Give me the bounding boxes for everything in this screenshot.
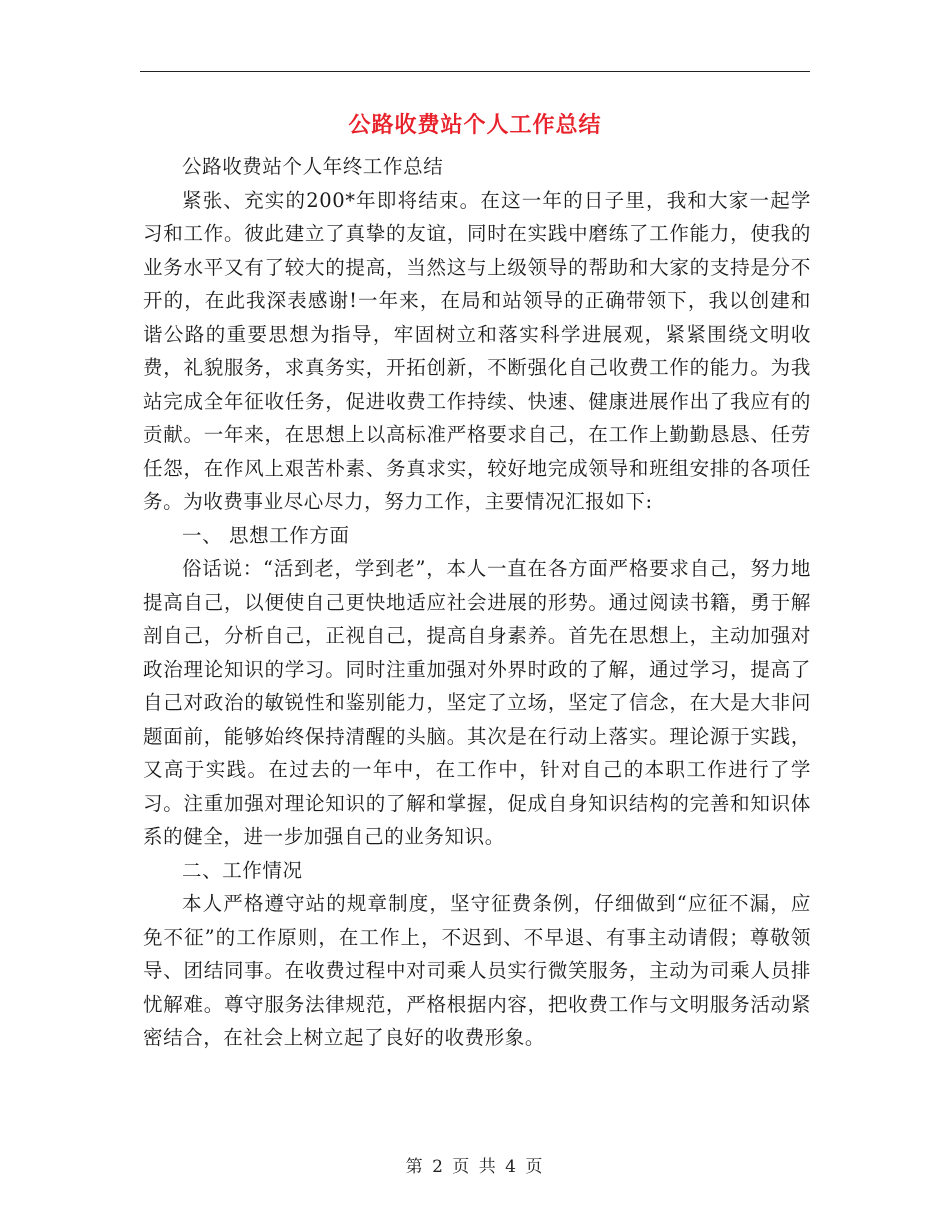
thought-paragraph: 俗话说：“活到老，学到老”，本人一直在各方面严格要求自己，努力地提高自己，以便使自己更快地适应社会进展的形势。通过阅读书籍，勇于解剖自己，分析自己，正视自己，提高自身素养。首先在思想上，主动加强对政治理论知识的学习。同时注重加强对外界时政的了解，通过学习，提高了自己对政治的敏锐性和鉴别能力，坚定了立场，坚定了信念，在大是大非问题面前，能够始终保持清醒的头脑。其次是在行动上落实。理论源于实践，又高于实践。在过去的一年中，在工作中，针对自己的本职工作进行了学习。注重加强对理论知识的了解和掌握，促成自身知识结构的完善和知识体系的健全，进一步加强自己的业务知识。 [143,557,811,848]
document-body [143,150,811,1055]
work-paragraph: 本人严格遵守站的规章制度，坚守征费条例，仔细做到“应征不漏，应免不征”的工作原则，在工作上，不迟到、不早退、有事主动请假；尊敬领导、团结同事。在收费过程中对司乘人员实行微笑服务，主动为司乘人员排忧解难。尊守服务法律规范，严格根据内容，把收费工作与文明服务活动紧密结合，在社会上树立起了良好的收费形象。 [143,892,811,1049]
document-title: 公路收费站个人工作总结 [348,112,602,138]
subtitle-paragraph: 公路收费站个人年终工作总结 [182,155,444,178]
section-heading-work: 二、工作情况 [182,858,303,882]
section-heading-thought: 一、 思想工作方面 [182,523,350,547]
header-rule [140,71,810,72]
page-number: 第 2 页 共 4 页 [405,1157,545,1177]
intro-paragraph: 紧张、充实的200*年即将结束。在这一年的日子里，我和大家一起学习和工作。彼此建立了真挚的友谊，同时在实践中磨练了工作能力，使我的业务水平又有了较大的提高，当然这与上级领导的帮助和大家的支持是分不开的，在此我深表感谢!一年来，在局和站领导的正确带领下，我以创建和谐公路的重要思想为指导，牢固树立和落实科学进展观，紧紧围绕文明收费，礼貌服务，求真务实，开拓创新，不断强化自己收费工作的能力。为我站完成全年征收任务，促进收费工作持续、快速、健康进展作出了我应有的贡献。一年来，在思想上以高标准严格要求自己，在工作上勤勤恳恳、任劳任怨，在作风上艰苦朴素、务真求实，较好地完成领导和班组安排的各项任务。为收费事业尽心尽力，努力工作，主要情况汇报如下: [143,188,811,513]
